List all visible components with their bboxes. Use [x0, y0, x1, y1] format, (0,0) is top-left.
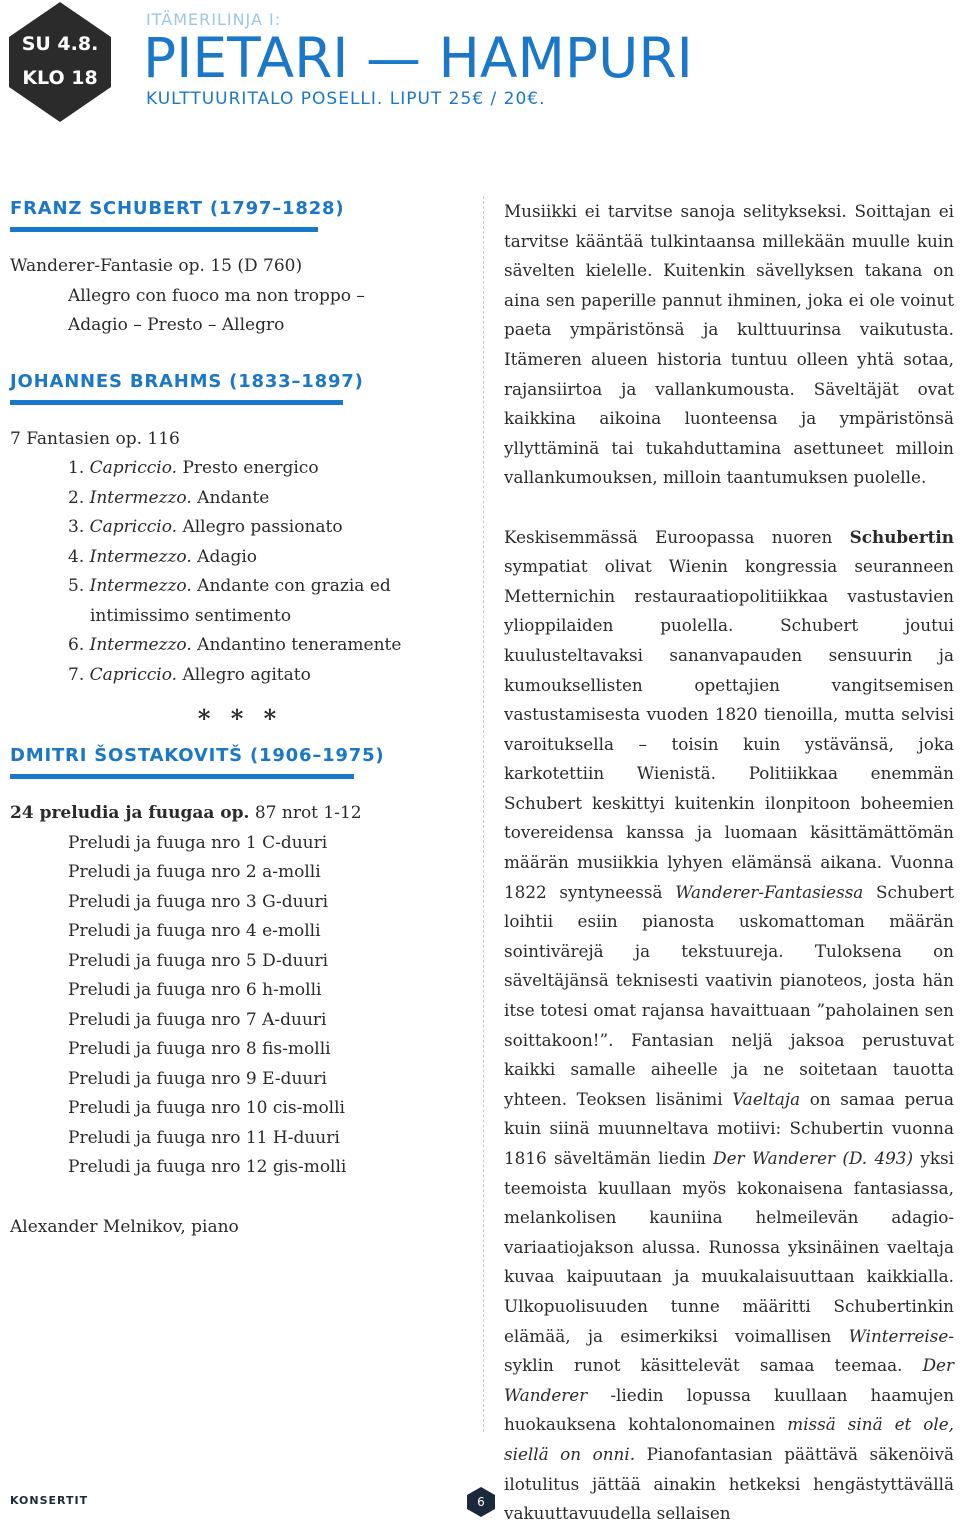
movement-line: [10, 513, 470, 543]
venue-line: KULTTUURITALO POSELLI. LIPUT 25€ / 20€.: [146, 89, 546, 109]
essay-text: on samaa perua kuin siinä muunneltava motiivi: Schubertin vuonna 1816 säveltämän liedin: [504, 1088, 954, 1168]
movement-form: Intermezzo.: [89, 487, 192, 508]
section-separator: * * *: [197, 704, 283, 733]
essay-text: Keskisemmässä Euroopassa nuoren: [504, 526, 850, 547]
program-column: [10, 198, 470, 1242]
page-number: 6: [477, 1495, 485, 1509]
movement-tempo: Allegro agitato: [182, 664, 311, 685]
work-title: [10, 799, 470, 829]
performer-credit: Alexander Melnikov, piano: [10, 1216, 239, 1237]
movement-line: [10, 661, 470, 691]
work-title: 7 Fantasien op. 116: [10, 428, 180, 449]
heading-rule: [10, 774, 354, 779]
movement-line: Allegro con fuoco ma non troppo –: [68, 285, 365, 306]
essay-text: Pianofantasian päättävä säkenöivä ilotulitus jättää ainakin hetkeksi hengästyttävällä vakuuttavuudella sellaisen: [504, 1443, 954, 1524]
movement-line: Preludi ja fuuga nro 9 E-duuri: [68, 1068, 327, 1089]
movement-line: [10, 543, 470, 573]
essay-text: -syklin runot käsittelevät samaa teemaa.: [504, 1325, 954, 1376]
badge-date: SU 4.8.: [21, 33, 99, 55]
movement-tempo: Presto energico: [182, 458, 319, 478]
work-title-rest: 87 nrot 1-12: [249, 803, 362, 823]
work-title: Wanderer-Fantasie op. 15 (D 760): [10, 256, 303, 276]
movement-line: Preludi ja fuuga nro 2 a-molli: [68, 862, 321, 882]
essay-bold-text: Schubertin: [849, 526, 954, 547]
heading-rule: [10, 227, 318, 232]
movement-form: Intermezzo.: [89, 576, 192, 596]
movement-line: Preludi ja fuuga nro 6 h-molli: [68, 980, 322, 1000]
movement-line: Preludi ja fuuga nro 11 H-duuri: [68, 1127, 340, 1148]
movement-line: Preludi ja fuuga nro 8 fis-molli: [68, 1039, 331, 1059]
essay-italic-text: Winterreise: [848, 1325, 949, 1346]
page-title: PIETARI — HAMPURI: [143, 26, 693, 90]
essay-paragraph: Musiikki ei tarvitse sanoja selitykseksi. Soittajan ei tarvitse kääntää tulkintaansa millekään muulle kuin sävelten kielelle. Kuitenkin sävellyksen takana on aina sen paperille pannut ihminen, joka ei ole voinut paeta ympäristönsä ja kulttuurinsa vaikutusta. Itämeren alueen historia tuntuu olleen yhtä sotaa, rajansiirtoa ja vallankumousta. Säveltäjät ovat kaikkina aikoina luonteensa ja ympäristönsä yllyttäminä tai tukahduttamina asettuneet milloin vallankumouksen, milloin taantumuksen puolelle.: [504, 201, 954, 488]
movement-number: 3.: [68, 517, 85, 537]
heading-rule: [10, 400, 343, 405]
composer-heading: JOHANNES BRAHMS (1833–1897): [10, 370, 364, 392]
essay-italic-text: Der Wanderer: [504, 1355, 954, 1405]
composer-heading: FRANZ SCHUBERT (1797–1828): [10, 198, 345, 219]
movement-number: 1.: [68, 458, 85, 478]
movement-line: Preludi ja fuuga nro 10 cis-molli: [68, 1098, 345, 1118]
movement-line: Preludi ja fuuga nro 1 C-duuri: [68, 832, 328, 853]
movement-line: Preludi ja fuuga nro 4 e-molli: [68, 921, 321, 941]
movement-tempo: Allegro passionato: [182, 517, 343, 537]
movement-form: Capriccio.: [89, 517, 178, 537]
movement-form: Intermezzo.: [89, 546, 192, 567]
composer-heading: DMITRI ŠOSTAKOVITŠ (1906–1975): [10, 745, 385, 766]
movement-number: 5.: [68, 576, 85, 596]
movement-number: 7.: [68, 664, 85, 685]
movement-line: Preludi ja fuuga nro 5 D-duuri: [68, 950, 329, 971]
essay-paragraph: [504, 523, 954, 1529]
badge-time: KLO 18: [22, 67, 98, 89]
movement-line: Preludi ja fuuga nro 3 G-duuri: [68, 891, 329, 912]
movement-tempo: Andante: [197, 487, 270, 508]
essay-text: sympatiat olivat Wienin kongressia seuranneen Metternichin restauraatiopolitiikkaa vastustavien ylioppilaiden puolella. Schubert joutui kuulusteltavaksi sananvapauden sensuurin ja kumouksellisten opettajien vangitsemisen vastustamisesta vuoden 1820 tienoilla, mutta selvisi varoituksella – toisin kuin ystävänsä, joka karkotettiin Wienistä. Politiikkaa enemmän Schubert keskittyi kuitenkin ilonpitoon boheemien tovereidensa kanssa ja luomaan käsittämättömän määrän musiikkia lyhyen elämänsä aikana. Vuonna 1822 syntyneessä: [504, 556, 954, 902]
movement-tempo: Andante con grazia ed intimissimo sentimento: [90, 576, 391, 626]
movement-tempo: Adagio: [197, 546, 258, 567]
movement-form: Intermezzo.: [89, 635, 192, 655]
essay-italic-text: Wanderer-Fantasiessa: [675, 881, 864, 902]
essay-italic-text: Vaeltaja: [732, 1088, 801, 1109]
essay-text: Schubert loihtii esiin pianosta uskomattoman määrän sointivärejä ja tekstuureja. Tuloksena on säveltäjänsä teknisesti vaativin pianoteos, josta hän itse totesi omat rajansa havaittuaan ”paholainen sen soittakoon!”. Fantasian neljä jaksoa perustuvat kaikki samalle aiheelle ja ne soitetaan tauotta yhteen. Teoksen lisänimi: [504, 881, 954, 1109]
movement-line: [10, 572, 470, 631]
movement-line: Preludi ja fuuga nro 12 gis-molli: [68, 1157, 347, 1177]
column-divider: [483, 196, 484, 1432]
shostakovich-section: [10, 745, 470, 1183]
movement-tempo: Andantino teneramente: [197, 635, 402, 655]
work-title-bold: 24 preludia ja fuugaa op.: [10, 803, 250, 823]
movement-line: [10, 484, 470, 514]
movement-form: Capriccio.: [89, 458, 178, 478]
essay-text: -liedin lopussa kuullaan haamujen huokauksena kohtalonomainen: [504, 1384, 954, 1435]
essay-italic-text: missä sinä et ole, siellä on onni.: [504, 1414, 955, 1464]
movement-number: 2.: [68, 487, 85, 508]
brahms-section: [10, 371, 470, 691]
movement-number: 4.: [68, 546, 85, 567]
movement-number: 6.: [68, 635, 85, 655]
date-badge: [7, 0, 113, 124]
essay-text: yksi teemoista kuullaan myös kokonaisena fantasiassa, melankolisen kauniina helmeilevän adagio-variaatiojakson alussa. Runossa yksinäinen vaeltaja kuvaa kaipuutaan ja muukalaisuuttaan kaikkialla. Ulkopuolisuuden tunne määritti Schubertinkin elämää, ja esimerkiksi voimallisen: [504, 1148, 954, 1346]
movement-line: Preludi ja fuuga nro 7 A-duuri: [68, 1009, 327, 1030]
badge-diamond-shape: [7, 0, 113, 124]
movement-form: Capriccio.: [89, 664, 178, 685]
essay-column: [504, 197, 954, 1529]
footer-section-label: KONSERTIT: [10, 1494, 89, 1507]
series-kicker: ITÄMERILINJA I:: [146, 10, 282, 29]
movement-line: [10, 454, 470, 484]
essay-italic-text: Der Wanderer (D. 493): [713, 1148, 914, 1168]
movement-line: [10, 631, 470, 661]
movement-line: Adagio – Presto – Allegro: [68, 315, 285, 335]
schubert-section: [10, 198, 470, 341]
